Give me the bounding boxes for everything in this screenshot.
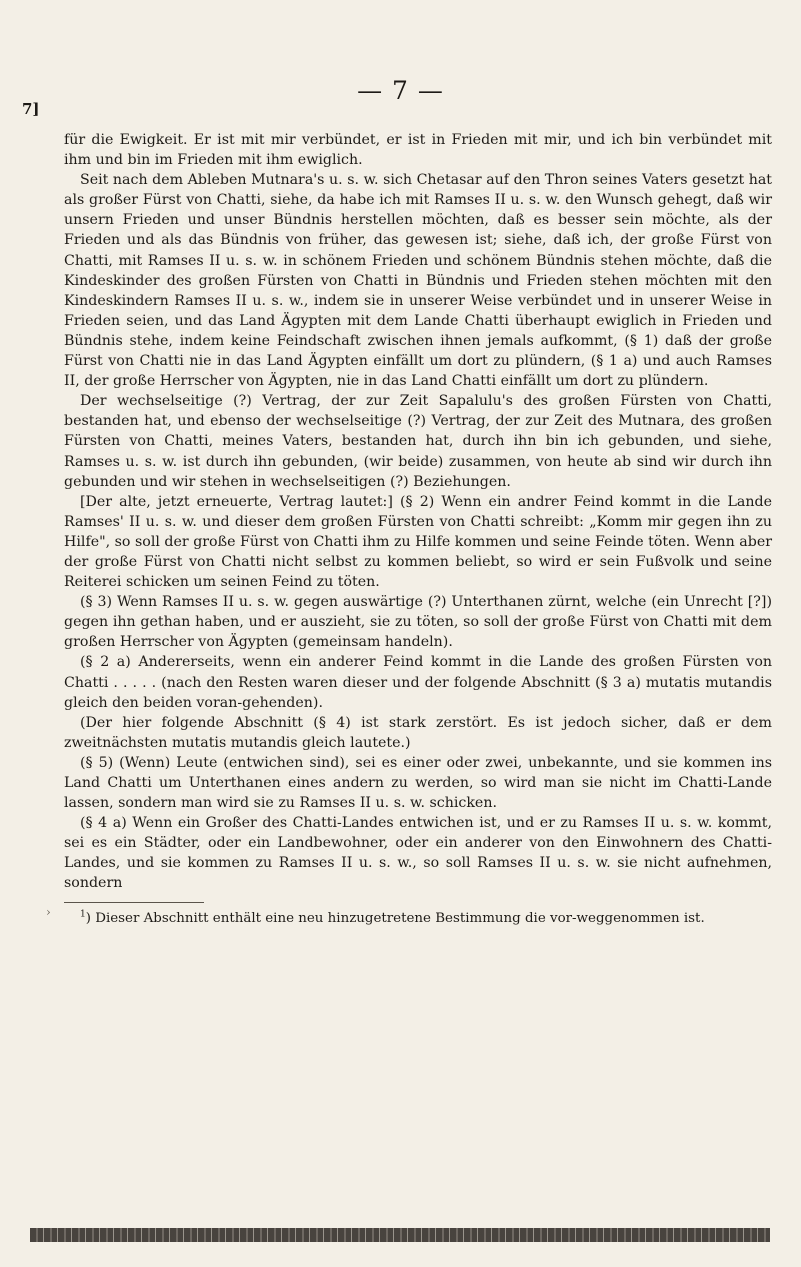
scan-edge-strip	[30, 1228, 770, 1242]
paragraph: für die Ewigkeit. Er ist mit mir verbündet, er ist in Frieden mit mir, und ich bin verbündet mit ihm und bin im Frieden mit ihm ewiglich.	[64, 132, 772, 169]
paragraph: (§ 4 a) Wenn ein Großer des Chatti-Landes entwichen ist, und er zu Ramses II u. s. w. kommt, sei es ein Städter, oder ein Landbewohner, oder ein anderer von den Einwohnern des Chatti-Landes, und sie kommen zu Ramses II u. s. w., so soll Ramses II u. s. w. sie nicht aufnehmen, sondern	[64, 815, 772, 892]
footnote: $^1$) Dieser Abschnitt enthält eine neu hinzugetretene Bestimmung die vor-weggenommen ist.	[80, 909, 705, 926]
footnote-divider	[64, 902, 204, 903]
paragraph: (§ 3) Wenn Ramses II u. s. w. gegen auswärtige (?) Unterthanen zürnt, welche (ein Unrecht [?]) gegen ihn gethan haben, und er auszieht, sie zu töten, so soll der große Fürst von Chatti mit dem großen Herrscher von Ägypten (gemeinsam handeln).	[64, 594, 772, 651]
paragraph: (§ 5) (Wenn) Leute (entwichen sind), sei es einer oder zwei, unbekannte, und sie kommen ins Land Chatti um Unterthanen eines andern zu werden, so wird man sie nicht im Chatti-Lande lassen, sondern man wird sie zu Ramses II u. s. w. schicken.	[64, 754, 772, 812]
page-header	[0, 76, 801, 118]
margin-mark: ›	[46, 905, 51, 919]
paragraph: Seit nach dem Ableben Mutnara's u. s. w. sich Chetasar auf den Thron seines Vaters gesetzt hat als großer Fürst von Chatti, siehe, da habe ich mit Ramses II u. s. w. den Wunsch gehegt, daß wir unsern Frieden und unser Bündnis herstellen möchten, daß es besser sein möchte, als der Frieden und als das Bündnis von früher, das gewesen ist; siehe, daß ich, der große Fürst von Chatti, mit Ramses II u. s. w. in schönem Frieden und schönem Bündnis stehen möchte, daß die Kindeskinder des großen Fürsten von Chatti in Bündnis und Frieden stehen möchten mit den Kindeskindern Ramses II u. s. w., indem sie in unserer Weise verbündet und in unserer Weise in Frieden seien, und das Land Ägypten mit dem Lande Chatti überhaupt ewiglich in Frieden und Bündnis stehe, indem keine Feindschaft zwischen ihnen jemals aufkommt, (§ 1) daß der große Fürst von Chatti nie in das Land Ägypten einfällt um dort zu plündern, (§ 1 a) und auch Ramses II, der große Herrscher von Ägypten, nie in das Land Chatti einfällt um dort zu plündern.	[64, 172, 772, 390]
paragraph: Der wechselseitige (?) Vertrag, der zur Zeit Sapalulu's des großen Fürsten von Chatti, bestanden hat, und ebenso der wechselseitige (?) Vertrag, der zur Zeit des Mutnara, des großen Fürsten von Chatti, meines Vaters, bestanden hat, durch ihn bin ich gebunden, und siehe, Ramses u. s. w. ist durch ihn gebunden, (wir beide) zusammen, von heute ab sind wir durch ihn gebunden und wir stehen in wechselseitigen (?) Beziehungen.	[64, 393, 772, 490]
footnote-marker: 1	[80, 909, 86, 920]
page-number: — 7 —	[357, 76, 444, 105]
paragraph: (Der hier folgende Abschnitt (§ 4) ist stark zerstört. Es ist jedoch sicher, daß er dem zweitnächsten mutatis mutandis gleich lautete.)	[64, 714, 772, 751]
page-marker: 7]	[22, 100, 40, 118]
paragraph: [Der alte, jetzt erneuerte, Vertrag lautet:] (§ 2) Wenn ein andrer Feind kommt in die Lande Ramses' II u. s. w. und dieser dem großen Fürsten von Chatti schreibt: „Komm mir gegen ihn zu Hilfe", so soll der große Fürst von Chatti ihm zu Hilfe kommen und seine Feinde töten. Wenn aber der große Fürst von Chatti nicht selbst zu kommen beliebt, so wird er sein Fußvolk und seine Reiterei schicken um seinen Feind zu töten.	[64, 493, 772, 591]
paragraph: (§ 2 a) Andererseits, wenn ein anderer Feind kommt in die Lande des großen Fürsten von Chatti . . . . . (nach den Resten waren dieser und der folgende Abschnitt (§ 3 a) mutatis mutandis gleich den beiden voran-gehenden).	[64, 654, 772, 711]
footnote-text: Dieser Abschnitt enthält eine neu hinzugetretene Bestimmung die vor-weggenommen ist.	[95, 910, 705, 926]
body-text	[64, 130, 772, 928]
